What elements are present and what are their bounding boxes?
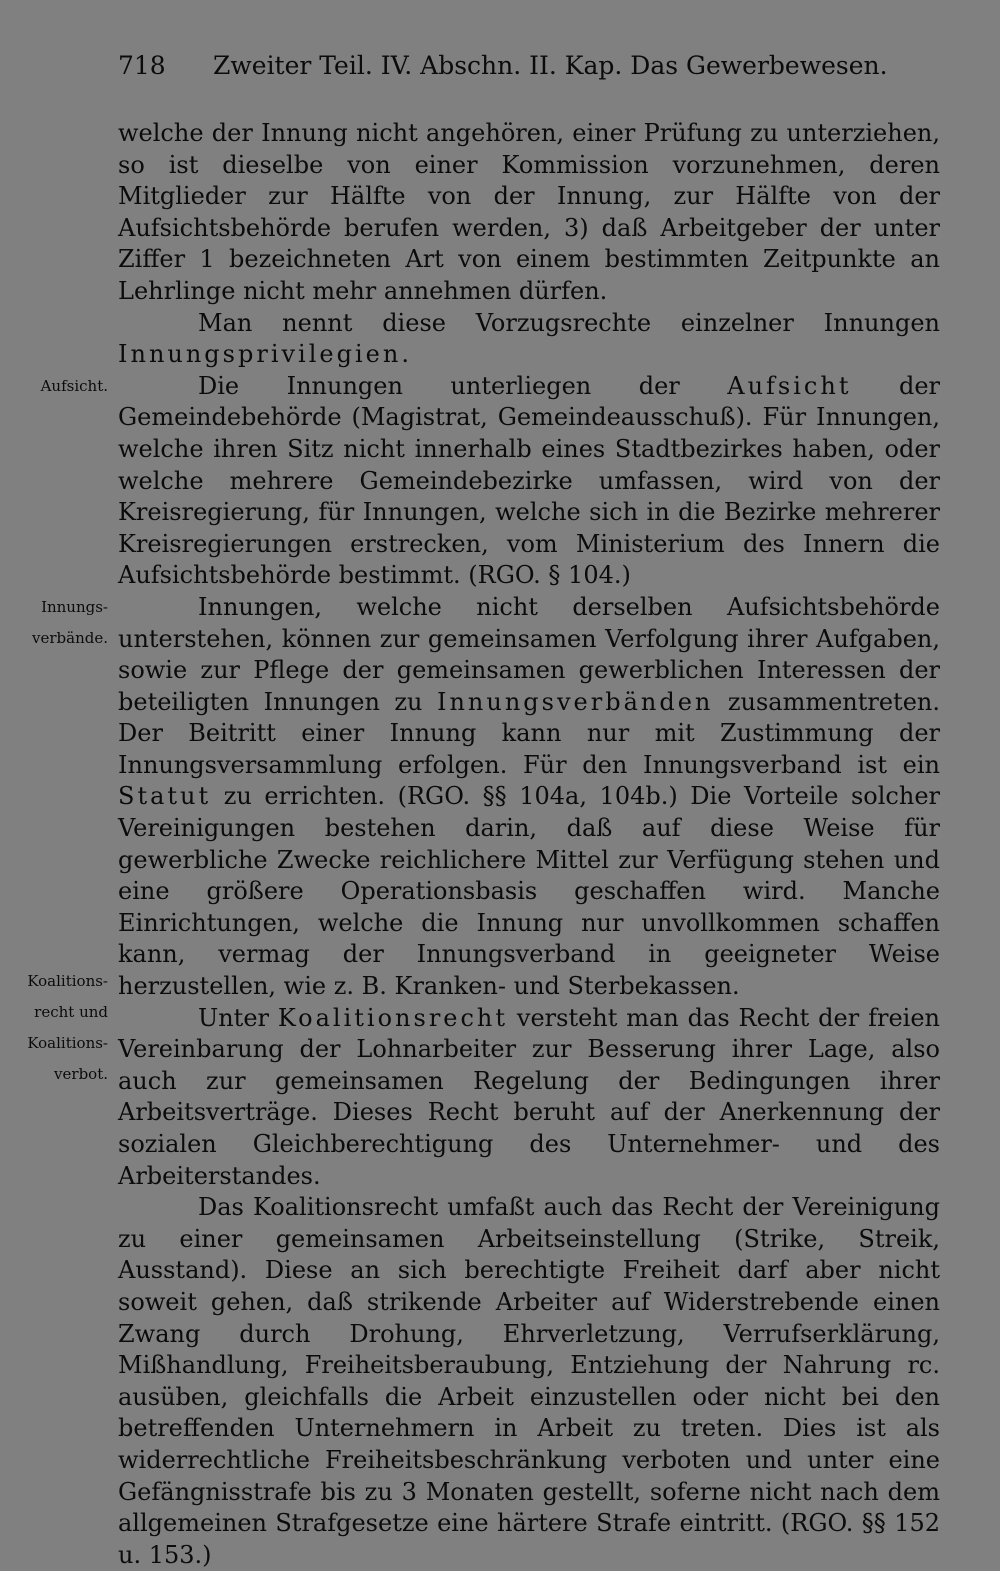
paragraph-text: zusammentreten. Der Beitritt einer Innung kann nur mit Zustimmung der Innungsversammlung erfolgen. Für den Innungsverband ist ein — [118, 687, 940, 779]
body-text — [118, 118, 940, 1571]
margin-note-line: recht und — [34, 1003, 108, 1021]
margin-note-line: verbände. — [32, 629, 108, 647]
margin-note-line: verbot. — [54, 1065, 108, 1083]
margin-note-aufsicht — [8, 371, 108, 402]
margin-note-line: Aufsicht. — [40, 377, 108, 395]
margin-note-koalition — [8, 966, 108, 1090]
paragraph-text: Man nennt diese Vorzugsrechte einzelner Innungen — [198, 308, 940, 337]
margin-note-line: Koalitions- — [27, 1034, 108, 1052]
margin-note-innungsverbaende — [8, 592, 108, 654]
paragraph-text: der Gemeindebehörde (Magistrat, Gemeindeausschuß). Für Innungen, welche ihren Sitz nicht innerhalb eines Stadtbezirkes haben, oder welche mehrere Gemeindebezirke umfassen, wird von der Kreisregierung, für Innungen, welche sich in die Bezirke mehrerer Kreisregierungen erstrecken, vom Ministerium des Innern die Aufsichtsbehörde bestimmt. (RGO. § 104.) — [118, 371, 940, 590]
margin-note-line: Koalitions- — [27, 972, 108, 990]
paragraph-text: Unter — [198, 1003, 278, 1032]
page-number: 718 — [118, 51, 166, 80]
emphasized-term: Aufsicht — [727, 371, 852, 400]
margin-note-line: Innungs- — [41, 598, 108, 616]
running-title: Zweiter Teil. IV. Abschn. II. Kap. Das Gewerbewesen. — [213, 51, 888, 80]
paragraph-privileges — [118, 308, 940, 371]
paragraph-coalition-right — [118, 1003, 940, 1193]
emphasized-term: Koalitionsrecht — [277, 1003, 509, 1032]
paragraph-text: welche der Innung nicht angehören, einer Prüfung zu unterziehen, so ist dieselbe von einer Kommission vorzunehmen, deren Mitglieder zur Hälfte von der Innung, zur Hälfte von der Aufsichtsbehörde berufen werden, 3) daß Arbeitgeber der unter Ziffer 1 bezeichneten Art von einem bestimmten Zeitpunkte an Lehrlinge nicht mehr annehmen dürfen. — [118, 119, 940, 305]
emphasized-term: Statut — [118, 782, 212, 811]
paragraph-continuation — [118, 118, 940, 308]
paragraph-supervision — [118, 371, 940, 592]
paragraph-strike — [118, 1192, 940, 1571]
paragraph-text: . — [401, 340, 409, 369]
emphasized-term: Innungsverbänden — [436, 687, 714, 716]
paragraph-text: Die Innungen unterliegen der — [198, 371, 728, 400]
emphasized-term: Innungsprivilegien — [118, 340, 402, 369]
paragraph-text: Innungen, welche nicht derselben Aufsichtsbehörde unterstehen, können zur gemeinsamen Verfolgung ihrer Aufgaben, sowie zur Pflege der gemeinsamen gewerblichen Interessen der beteiligten Innungen zu — [118, 592, 940, 716]
paragraph-text: versteht man das Recht der freien Vereinbarung der Lohnarbeiter zur Besserung ihrer Lage, also auch zur gemeinsamen Regelung der Bedingungen ihrer Arbeitsverträge. Dieses Recht beruht auf der Anerkennung der sozialen Gleichberechtigung des Unternehmer- und des Arbeiterstandes. — [118, 1003, 940, 1190]
running-header — [118, 48, 938, 84]
paragraph-text: zu errichten. (RGO. §§ 104a, 104b.) Die Vorteile solcher Vereinigungen bestehen darin, daß auf diese Weise für gewerbliche Zwecke reichlichere Mittel zur Verfügung stehen und eine größere Operationsbasis geschaffen wird. Manche Einrichtungen, welche die Innung nur unvollkommen schaffen kann, vermag der Innungsverband in geeigneter Weise herzustellen, wie z. B. Kranken- und Sterbekassen. — [118, 782, 940, 1001]
paragraph-guild-associations — [118, 592, 940, 1003]
paragraph-text: Das Koalitionsrecht umfaßt auch das Recht der Vereinigung zu einer gemeinsamen Arbeitseinstellung (Strike, Streik, Ausstand). Diese an sich berechtigte Freiheit darf aber nicht soweit gehen, daß strikende Arbeiter auf Widerstrebende einen Zwang durch Drohung, Ehrverletzung, Verrufserklärung, Mißhandlung, Freiheitsberaubung, Entziehung der Nahrung rc. ausüben, gleichfalls die Arbeit einzustellen oder nicht bei den betreffenden Unternehmern in Arbeit zu treten. Dies ist als widerrechtliche Freiheitsbeschränkung verboten und unter eine Gefängnisstrafe bis zu 3 Monaten gestellt, soferne nicht nach dem allgemeinen Strafgesetze eine härtere Strafe eintritt. (RGO. §§ 152 u. 153.) — [118, 1193, 940, 1569]
